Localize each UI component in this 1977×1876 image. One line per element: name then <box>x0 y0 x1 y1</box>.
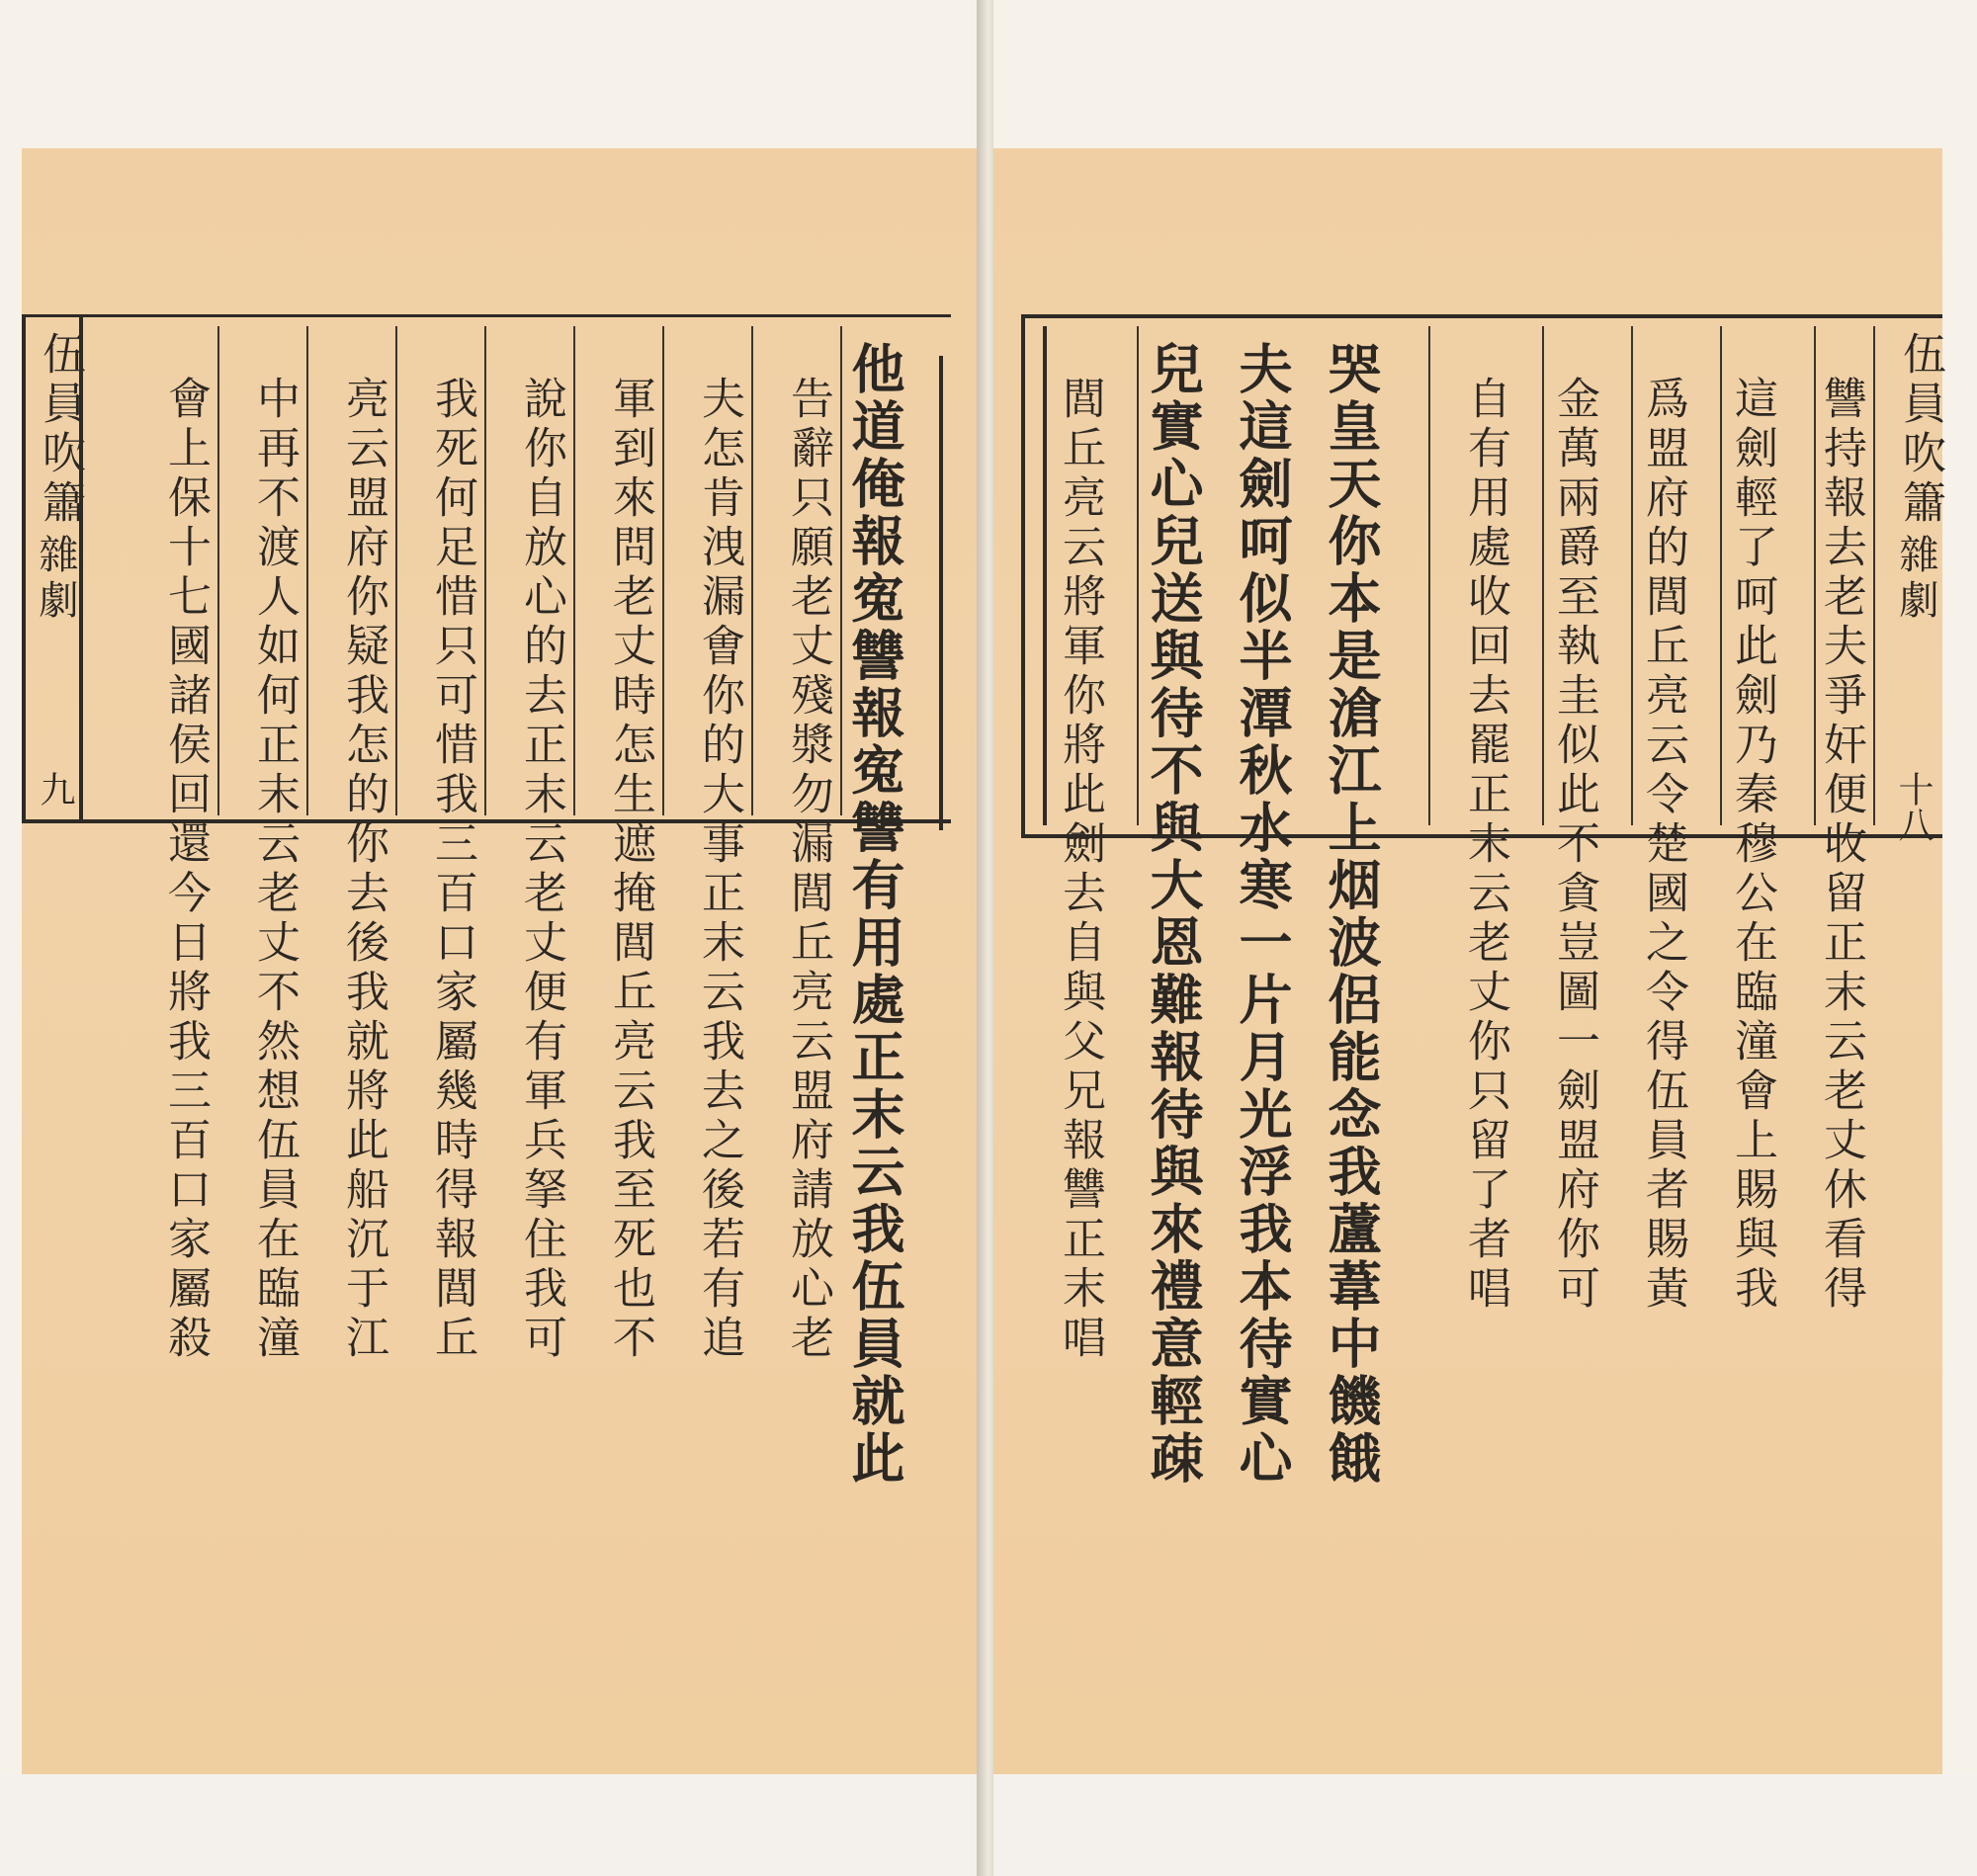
right-column-rule <box>1542 326 1544 825</box>
left-margin-rule <box>79 314 83 823</box>
right-column-rule <box>1137 326 1139 825</box>
left-column-8: 中再不渡人如何正末云老丈不然想伍員在臨潼 <box>249 376 300 1364</box>
left-page-bottom-margin <box>0 1774 984 1876</box>
left-column-rule <box>840 326 842 815</box>
left-column-rule <box>751 326 753 815</box>
left-column-rule <box>484 326 486 815</box>
left-column-3: 夫怎肯洩漏㑹你的大事正末云我去之後若有追 <box>694 376 744 1364</box>
left-column-6: 我死何足惜只可惜我三百口家屬幾時得報閭丘 <box>427 376 477 1364</box>
left-column-9: 會上保十七國諸侯回還今日將我三百口家屬殺 <box>160 376 211 1364</box>
right-column-5: 自有用處收回去罷正末云老丈你只留了者唱 <box>1460 376 1510 1315</box>
right-leaf-number: 十八 <box>1893 771 1934 842</box>
right-column-1: 讐持報去老夫爭奸便收留正末云老丈休看得 <box>1816 376 1866 1315</box>
right-margin-act: 雜劇 <box>1893 534 1938 625</box>
left-column-rule <box>217 326 219 815</box>
right-column-rule <box>1631 326 1633 825</box>
left-leaf-number: 九 <box>35 771 75 807</box>
right-column-7: 夫這劍呵似半潭秋水寒一片月光浮我本待實心 <box>1231 341 1294 1488</box>
right-column-rule <box>1428 326 1430 825</box>
right-column-3: 爲盟府的閭丘亮云令楚國之令得伍員者賜黃 <box>1638 376 1688 1315</box>
right-column-rule <box>1814 326 1816 825</box>
right-page <box>993 0 1977 1876</box>
left-margin-title: 伍員吹簫 <box>35 331 85 529</box>
left-column-rule-heavy <box>939 356 943 830</box>
right-column-9: 閭丘亮云將軍你將此劍去自與父兄報讐正末唱 <box>1055 376 1105 1364</box>
left-margin-act: 雜劇 <box>33 534 78 625</box>
left-column-1: 他道俺報寃讐報寃讐有用處正末云我伍員就此 <box>843 341 906 1488</box>
left-column-7: 亮云盟府你疑我怎的你去後我就將此船沉于江 <box>338 376 388 1364</box>
right-page-bottom-margin <box>993 1774 1977 1876</box>
right-column-8: 兒實心兒送與待不與大恩難報待與來禮意輕疎 <box>1142 341 1205 1488</box>
left-column-rule <box>306 326 308 815</box>
right-column-6: 哭皇天你本是滄江上烟波侶能念我蘆葦中饑餓 <box>1320 341 1383 1488</box>
left-column-rule <box>662 326 664 815</box>
left-column-5: 說你自放心的去正末云老丈便有軍兵拏住我可 <box>516 376 566 1364</box>
left-column-4: 軍到來問老丈時怎生遮掩閭丘亮云我至死也不 <box>605 376 655 1364</box>
right-column-rule <box>1873 326 1875 825</box>
left-column-rule <box>573 326 575 815</box>
right-column-2: 這劍輕了呵此劍乃秦穆公在臨潼會上賜與我 <box>1727 376 1777 1315</box>
left-column-2: 告辭只願老丈殘漿勿漏閭丘亮云盟府請放心老 <box>783 376 833 1364</box>
left-page <box>0 0 984 1876</box>
left-column-rule <box>395 326 397 815</box>
right-column-rule-heavy <box>1043 326 1047 825</box>
right-margin-title: 伍員吹簫 <box>1895 331 1945 529</box>
right-column-4: 金萬兩爵至執圭似此不貪豈圖一劍盟府你可 <box>1549 376 1599 1315</box>
right-column-rule <box>1720 326 1722 825</box>
